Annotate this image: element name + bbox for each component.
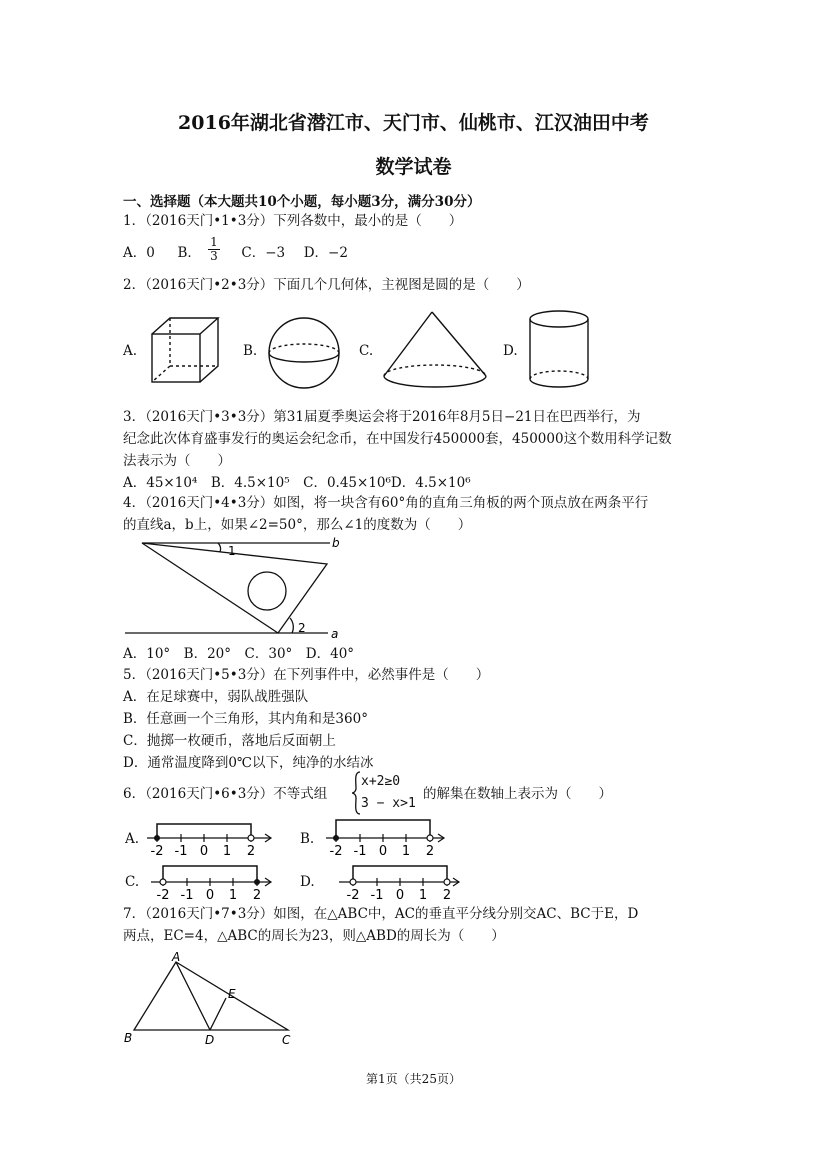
tick-label: 2 <box>246 844 256 859</box>
q5-option-d: D．通常温度降到0℃以下，纯净的水结冰 <box>123 755 374 771</box>
q1-stem: 1．（2016天门•1•3分）下列各数中，最小的是（ ） <box>123 213 463 229</box>
tick-label: 2 <box>442 888 452 903</box>
label-angle-1: 1 <box>228 544 236 558</box>
open-dot <box>444 879 450 885</box>
solid-dot <box>154 835 160 841</box>
q6-option-d-label: D. <box>300 874 315 890</box>
tick-label: 1 <box>228 888 238 903</box>
page-title: 2016年湖北省潜江市、天门市、仙桃市、江汉油田中考 <box>178 112 649 134</box>
solid-dot <box>333 835 339 841</box>
number-line-c <box>145 862 277 904</box>
q5-option-b: B．任意画一个三角形，其内角和是360° <box>123 711 368 727</box>
label-A: A <box>172 950 181 964</box>
q5-option-c: C．抛掷一枚硬币，落地后反面朝上 <box>123 733 336 749</box>
label-angle-2: 2 <box>298 621 306 635</box>
q2-option-a: A. <box>123 343 138 359</box>
q7-stem-line1: 7．（2016天门•7•3分）如图，在△ABC中，AC的垂直平分线分别交AC、BC于E，D <box>123 906 639 922</box>
tick-label: -2 <box>329 844 343 859</box>
q2-option-c: C. <box>359 343 374 359</box>
number-line-b <box>322 818 450 860</box>
open-dot <box>350 879 356 885</box>
q4-stem-line2: 的直线a，b上，如果∠2=50°，那么∠1的度数为（ ） <box>123 517 472 533</box>
cube-figure <box>148 316 223 386</box>
tick-label: -2 <box>346 888 360 903</box>
segment-de <box>210 998 226 1030</box>
label-D: D <box>205 1033 215 1047</box>
triangle-abc-figure <box>120 948 300 1048</box>
tick-label: -1 <box>180 888 194 903</box>
label-C: C <box>282 1033 291 1047</box>
q3-stem-line2: 纪念此次体育盛事发行的奥运会纪念币，在中国发行450000套，450000这个数用科学记数 <box>123 431 672 447</box>
label-B: B <box>124 1031 133 1045</box>
q3-options: A．45×10⁴ B．4.5×10⁵ C．0.45×10⁶D．4.5×10⁶ <box>123 475 471 491</box>
page-subtitle: 数学试卷 <box>375 156 452 178</box>
label-a: a <box>331 627 339 641</box>
tick-label: -1 <box>370 888 384 903</box>
tick-label: -1 <box>174 844 188 859</box>
q6-stem-post: 的解集在数轴上表示为（ ） <box>423 786 612 802</box>
page-footer: 第1页（共25页） <box>366 1072 461 1086</box>
q1-option-b: B． <box>177 245 201 261</box>
sphere-figure <box>264 316 344 390</box>
q1-options <box>123 235 348 263</box>
q1-option-c: C．−3 <box>241 245 286 261</box>
q1-fraction-den: 3 <box>210 249 218 263</box>
tick-label: 2 <box>252 888 262 903</box>
cone-figure <box>380 310 490 390</box>
q2-stem: 2．（2016天门•2•3分）下面几个几何体，主视图是圆的是（ ） <box>123 277 530 293</box>
tick-label: 0 <box>199 844 209 859</box>
tick-label: 1 <box>418 888 428 903</box>
q1-fraction-num: 1 <box>210 235 218 249</box>
q6-option-c-label: C. <box>125 874 140 890</box>
q4-options: A．10° B．20° C．30° D．40° <box>123 646 355 662</box>
label-E: E <box>228 987 236 1001</box>
section-heading: 一、选择题（本大题共10个小题，每小题3分，满分30分） <box>123 194 481 210</box>
q6-option-b-label: B. <box>300 831 315 847</box>
q6-option-a-label: A. <box>125 831 140 847</box>
number-line-a <box>143 818 278 860</box>
tick-label: -1 <box>353 844 367 859</box>
left-brace <box>351 770 361 816</box>
cylinder-figure <box>527 308 591 392</box>
inequality-2: 3 − x>1 <box>361 796 416 811</box>
tick-label: -2 <box>156 888 170 903</box>
tick-label: 0 <box>395 888 405 903</box>
label-b: b <box>332 536 340 550</box>
q1-option-a: A．0 <box>123 245 155 261</box>
solid-dot <box>254 879 260 885</box>
q1-option-d: D．−2 <box>303 245 348 261</box>
q3-stem-line1: 3．（2016天门•3•3分）第31届夏季奥运会将于2016年8月5日−21日在巴西举行，为 <box>123 409 641 425</box>
tick-label: 1 <box>222 844 232 859</box>
open-dot <box>248 835 254 841</box>
open-dot <box>160 879 166 885</box>
open-dot <box>427 835 433 841</box>
q7-stem-line2: 两点，EC=4，△ABC的周长为23，则△ABD的周长为（ ） <box>123 928 505 944</box>
q4-stem-line1: 4．（2016天门•4•3分）如图，将一块含有60°角的直角三角板的两个顶点放在两条平行 <box>123 495 649 511</box>
tick-label: 0 <box>205 888 215 903</box>
tick-label: 1 <box>401 844 411 859</box>
inequality-1: x+2≥0 <box>361 774 401 789</box>
tick-label: 0 <box>378 844 388 859</box>
q5-stem: 5．（2016天门•5•3分）在下列事件中，必然事件是（ ） <box>123 667 490 683</box>
triangle-abc <box>134 962 288 1030</box>
q2-option-d: D. <box>503 343 518 359</box>
q2-option-b: B. <box>243 343 258 359</box>
q6-stem-pre: 6．（2016天门•6•3分）不等式组 <box>123 786 328 802</box>
tick-label: -2 <box>150 844 164 859</box>
q5-option-a: A．在足球赛中，弱队战胜强队 <box>123 689 309 705</box>
q1-fraction <box>208 236 220 263</box>
triangle-ruler-figure <box>120 534 345 644</box>
number-line-d <box>335 862 465 904</box>
q3-stem-line3: 法表示为（ ） <box>123 453 231 469</box>
set-square-hole <box>248 572 286 610</box>
tick-label: 2 <box>425 844 435 859</box>
